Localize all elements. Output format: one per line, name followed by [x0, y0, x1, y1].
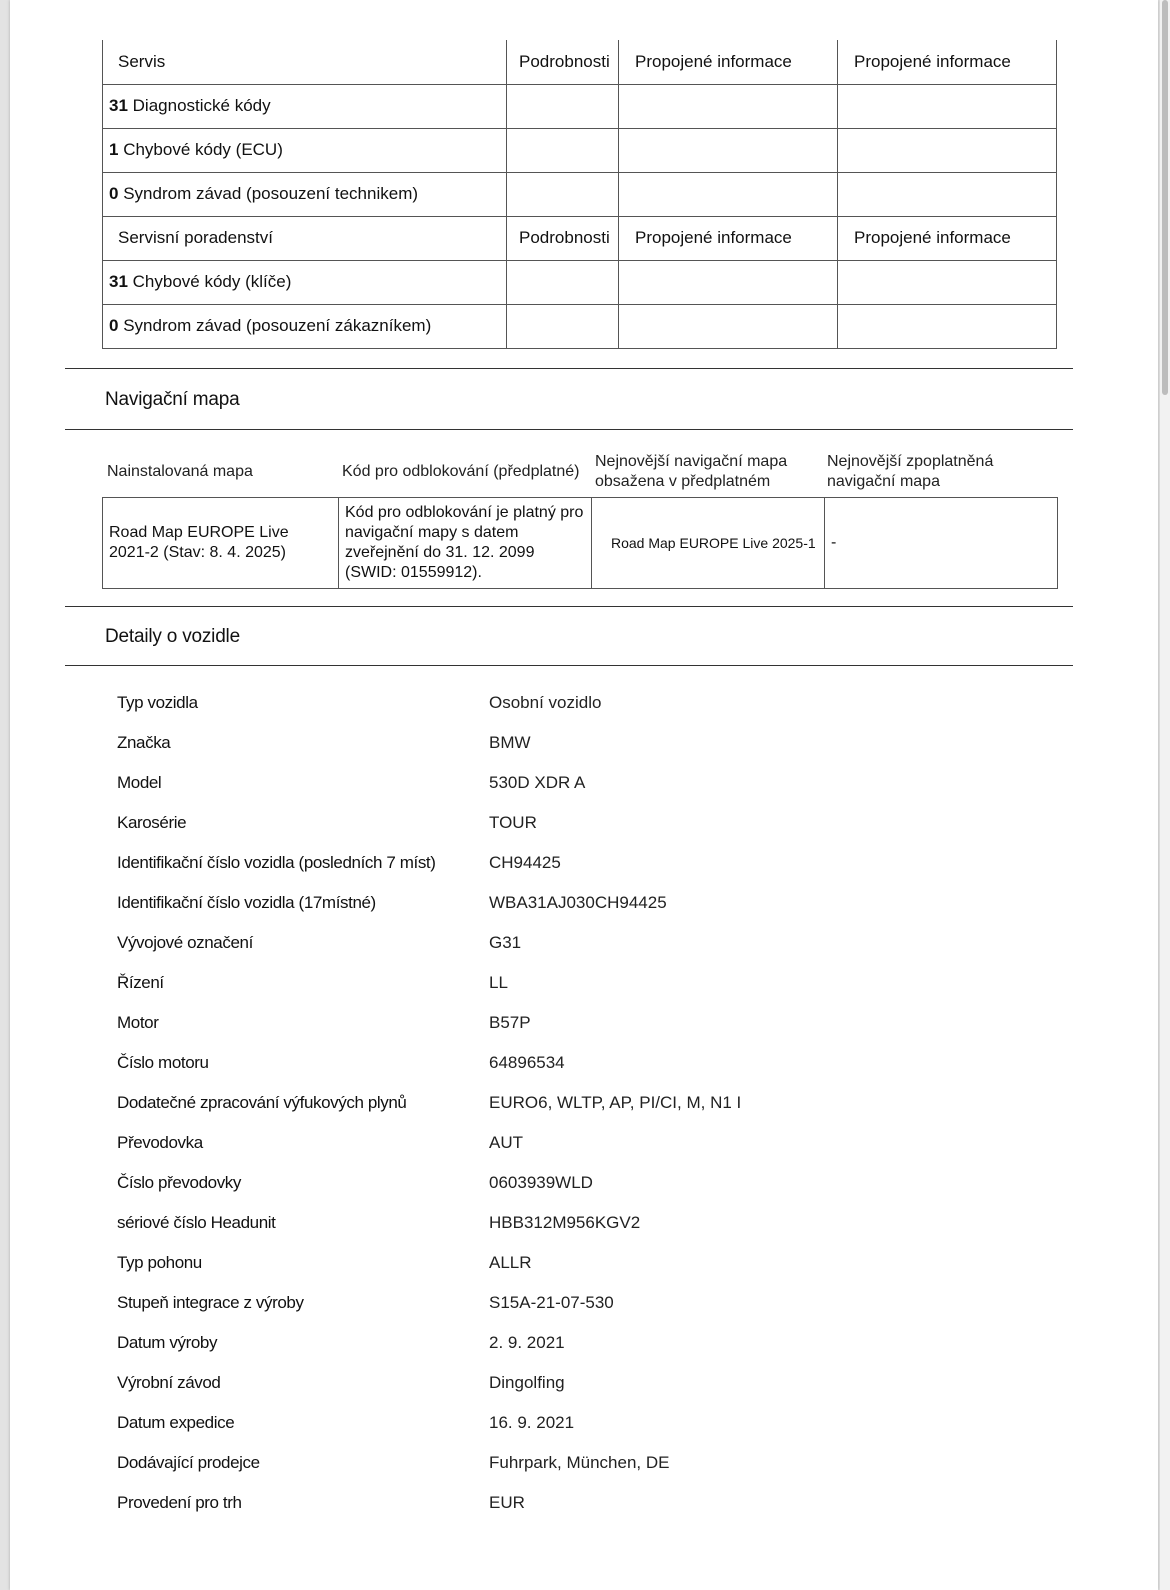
detail-label: sériové číslo Headunit [117, 1213, 276, 1232]
detail-value: 2. 9. 2021 [489, 1333, 565, 1352]
detail-value: AUT [489, 1133, 523, 1152]
section-divider [65, 665, 1073, 666]
code-count-cell [103, 84, 507, 128]
detail-label: Model [117, 773, 162, 792]
detail-row [117, 1093, 1017, 1117]
detail-label: Číslo motoru [117, 1053, 209, 1072]
detail-label: Motor [117, 1013, 159, 1032]
code-label: Chybové kódy (ECU) [123, 140, 283, 159]
detail-row [117, 1413, 1017, 1437]
table-header-row [103, 216, 1057, 260]
table-row [103, 304, 1057, 348]
section-title-navigation-map: Navigační mapa [105, 389, 240, 410]
detail-row [117, 1013, 1017, 1037]
detail-label: Typ pohonu [117, 1253, 202, 1272]
detail-label: Číslo převodovky [117, 1173, 241, 1192]
empty-cell [507, 260, 619, 304]
section-header-label: Servisní poradenství [103, 216, 507, 260]
code-count: 0 [109, 184, 119, 203]
detail-label: Identifikační číslo vozidla (posledních 7 míst) [117, 853, 436, 872]
table-row [103, 172, 1057, 216]
detail-value: LL [489, 973, 508, 992]
empty-cell [507, 84, 619, 128]
detail-value: 16. 9. 2021 [489, 1413, 575, 1432]
table-row [103, 260, 1057, 304]
empty-cell [838, 304, 1057, 348]
section-divider [65, 606, 1073, 607]
detail-value: WBA31AJ030CH94425 [489, 893, 667, 912]
navigation-map-table [102, 497, 1058, 589]
map-header-latest-paid: Nejnovější zpoplatněná navigační mapa [827, 453, 994, 490]
section-title-vehicle-details: Detaily o vozidle [105, 626, 240, 647]
detail-label: Výrobní závod [117, 1373, 221, 1392]
detail-value: 0603939WLD [489, 1173, 593, 1192]
detail-row [117, 1293, 1017, 1317]
detail-label: Vývojové označení [117, 933, 253, 952]
detail-row [117, 933, 1017, 957]
detail-value: G31 [489, 933, 522, 952]
code-count-cell [103, 304, 507, 348]
map-installed-value: Road Map EUROPE Live 2021-2 (Stav: 8. 4. 2025) [103, 498, 339, 589]
empty-cell [619, 260, 838, 304]
empty-cell [507, 172, 619, 216]
code-label: Syndrom závad (posouzení technikem) [123, 184, 419, 203]
linked-info-column-header: Propojené informace [838, 40, 1057, 84]
code-label: Syndrom závad (posouzení zákazníkem) [123, 316, 432, 335]
detail-value: B57P [489, 1013, 531, 1032]
detail-value: CH94425 [489, 853, 561, 872]
detail-row [117, 693, 1017, 717]
map-unlock-code-value: Kód pro odblokování je platný pro navigační mapy s datem zveřejnění do 31. 12. 2099 (SWID: 01559912). [339, 498, 592, 589]
detail-value: 530D XDR A [489, 773, 586, 792]
detail-row [117, 893, 1017, 917]
document-page [10, 0, 1158, 1590]
code-count: 0 [109, 316, 119, 335]
detail-label: Dodatečné zpracování výfukových plynů [117, 1093, 407, 1112]
code-label: Chybové kódy (klíče) [132, 272, 292, 291]
detail-label: Stupeň integrace z výroby [117, 1293, 304, 1312]
map-latest-paid-value: - [825, 498, 1058, 589]
section-header-label: Servis [103, 40, 507, 84]
detail-label: Typ vozidla [117, 693, 198, 712]
detail-value: BMW [489, 733, 531, 752]
detail-row [117, 733, 1017, 757]
empty-cell [619, 304, 838, 348]
detail-value: 64896534 [489, 1053, 565, 1072]
linked-info-column-header: Propojené informace [838, 216, 1057, 260]
detail-label: Datum výroby [117, 1333, 218, 1352]
table-header-row [103, 40, 1057, 84]
detail-label: Značka [117, 733, 171, 752]
service-table [102, 40, 1057, 349]
detail-row [117, 773, 1017, 797]
empty-cell [838, 128, 1057, 172]
detail-value: Fuhrpark, München, DE [489, 1453, 670, 1472]
detail-row [117, 1053, 1017, 1077]
code-count-cell [103, 172, 507, 216]
table-row [103, 84, 1057, 128]
detail-label: Karosérie [117, 813, 187, 832]
code-label: Diagnostické kódy [132, 96, 271, 115]
empty-cell [619, 172, 838, 216]
empty-cell [507, 304, 619, 348]
detail-label: Řízení [117, 973, 164, 992]
map-header-latest-included: Nejnovější navigační mapa obsažena v předplatném [595, 453, 788, 490]
scrollbar-thumb[interactable] [1162, 0, 1168, 395]
detail-row [117, 1453, 1017, 1477]
detail-row [117, 1493, 1017, 1517]
detail-row [117, 1213, 1017, 1237]
section-divider [65, 368, 1073, 369]
detail-value: HBB312M956KGV2 [489, 1213, 641, 1232]
detail-row [117, 1333, 1017, 1357]
detail-label: Dodávající prodejce [117, 1453, 260, 1472]
detail-label: Datum expedice [117, 1413, 235, 1432]
code-count: 31 [109, 272, 128, 291]
vertical-scrollbar[interactable] [1160, 0, 1170, 1590]
detail-value: Osobní vozidlo [489, 693, 602, 712]
details-column-header: Podrobnosti [507, 216, 619, 260]
detail-row [117, 1373, 1017, 1397]
empty-cell [507, 128, 619, 172]
empty-cell [838, 260, 1057, 304]
detail-value: Dingolfing [489, 1373, 565, 1392]
table-row [103, 128, 1057, 172]
empty-cell [838, 84, 1057, 128]
map-header-installed: Nainstalovaná mapa [107, 463, 253, 480]
detail-label: Identifikační číslo vozidla (17místné) [117, 893, 376, 912]
detail-row [117, 853, 1017, 877]
detail-row [117, 1253, 1017, 1277]
detail-value: ALLR [489, 1253, 532, 1272]
linked-info-column-header: Propojené informace [619, 40, 838, 84]
detail-value: EUR [489, 1493, 525, 1512]
linked-info-column-header: Propojené informace [619, 216, 838, 260]
detail-row [117, 1133, 1017, 1157]
code-count: 1 [109, 140, 119, 159]
detail-label: Převodovka [117, 1133, 203, 1152]
empty-cell [619, 128, 838, 172]
detail-row [117, 973, 1017, 997]
detail-value: EURO6, WLTP, AP, PI/CI, M, N1 I [489, 1093, 742, 1112]
code-count-cell [103, 128, 507, 172]
detail-value: S15A-21-07-530 [489, 1293, 614, 1312]
details-column-header: Podrobnosti [507, 40, 619, 84]
code-count: 31 [109, 96, 128, 115]
section-divider [65, 429, 1073, 430]
detail-value: TOUR [489, 813, 537, 832]
map-latest-included-value: Road Map EUROPE Live 2025-1 [592, 498, 825, 589]
detail-label: Provedení pro trh [117, 1493, 242, 1512]
map-header-unlock-code: Kód pro odblokování (předplatné) [342, 463, 580, 480]
empty-cell [619, 84, 838, 128]
table-row [103, 498, 1058, 589]
empty-cell [838, 172, 1057, 216]
code-count-cell [103, 260, 507, 304]
detail-row [117, 813, 1017, 837]
detail-row [117, 1173, 1017, 1197]
